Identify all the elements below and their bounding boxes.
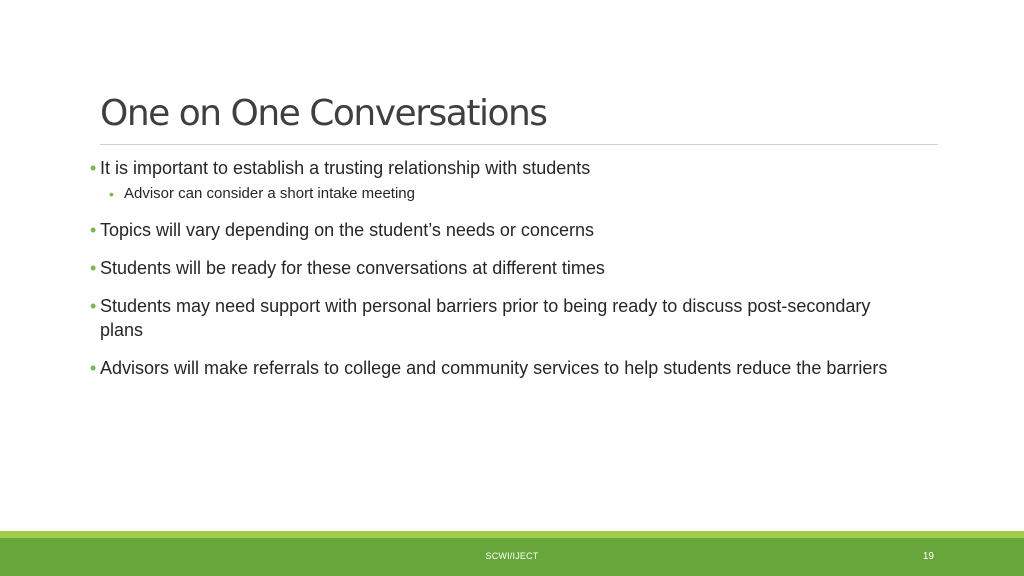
page-number: 19 (922, 551, 934, 562)
bullet-dot-icon: • (90, 158, 97, 178)
bullet-dot-icon: • (90, 220, 97, 240)
bullet-item (88, 256, 908, 280)
sub-bullet-item (88, 184, 908, 204)
footer-text: SCWI/IJECT (485, 551, 539, 561)
bullet-item (88, 356, 908, 380)
bullet-dot-icon: • (90, 296, 97, 316)
bullet-dot-icon: • (109, 186, 114, 202)
bullet-text: Students will be ready for these conversations at different times (100, 258, 605, 278)
sub-bullet-text: Advisor can consider a short intake meeting (124, 185, 415, 202)
bullet-text: Advisors will make referrals to college and community services to help students reduce the barriers (100, 358, 888, 378)
bullet-item (88, 156, 908, 180)
title-divider (100, 144, 938, 145)
bullet-text: Students may need support with personal barriers prior to being ready to discuss post-secondary plans (100, 296, 871, 340)
footer-bar (0, 538, 1024, 576)
slide-title: One on One Conversations (100, 93, 547, 134)
bullet-dot-icon: • (90, 358, 97, 378)
bullet-dot-icon: • (90, 258, 97, 278)
bullet-item (88, 294, 908, 342)
bullet-text: Topics will vary depending on the student’s needs or concerns (100, 220, 594, 240)
bullet-text: It is important to establish a trusting relationship with students (100, 158, 591, 178)
bullet-item (88, 218, 908, 242)
footer-accent-strip (0, 531, 1024, 538)
bullet-list (88, 156, 908, 380)
